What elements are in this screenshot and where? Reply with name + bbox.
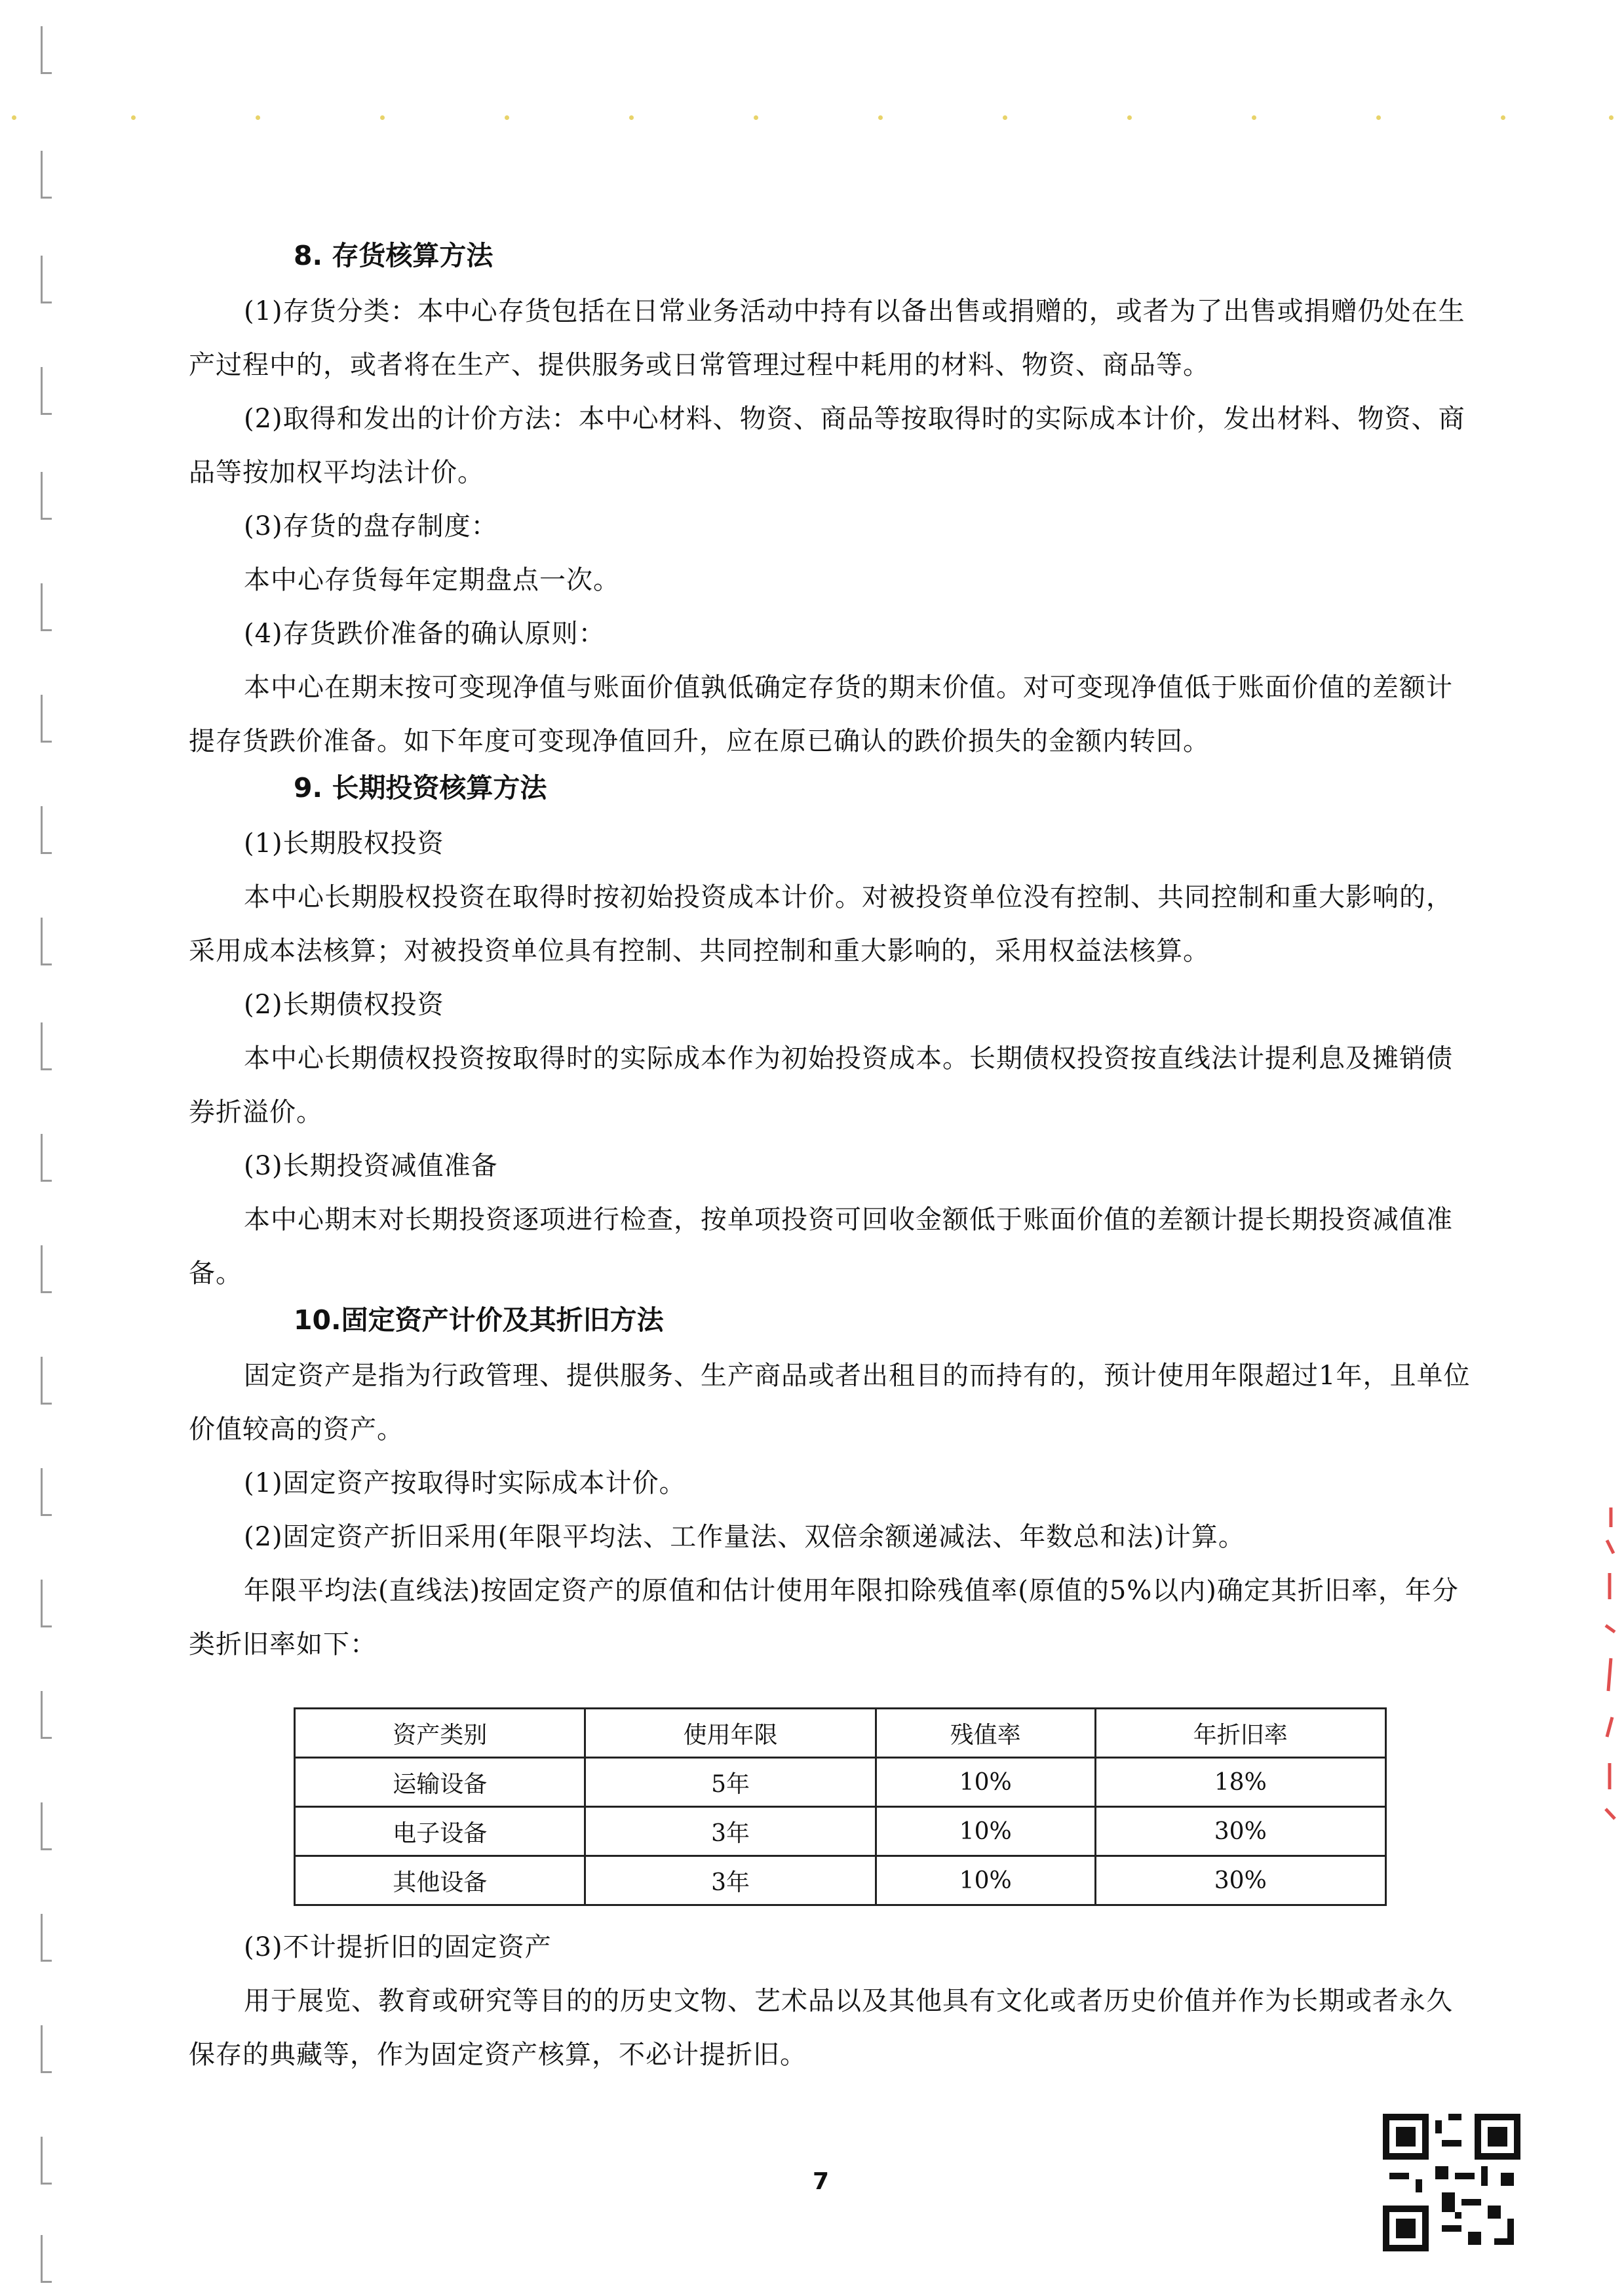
table-header-cell: 使用年限 [585, 1709, 876, 1758]
table-cell: 18% [1095, 1758, 1385, 1807]
paragraph: (1)固定资产按取得时实际成本计价。 [244, 1468, 686, 1498]
paragraph: 年限平均法(直线法)按固定资产的原值和估计使用年限扣除残值率(原值的5%以内)确定其折旧率，年分类折旧率如下： [189, 1576, 1459, 1660]
paragraph: (1)存货分类：本中心存货包括在日常业务活动中持有以备出售或捐赠的，或者为了出售或捐赠仍处在生产过程中的，或者将在生产、提供服务或日常管理过程中耗用的材料、物资、商品等。 [189, 296, 1465, 380]
table-cell: 5年 [585, 1758, 876, 1807]
paragraph: 固定资产是指为行政管理、提供服务、生产商品或者出租目的而持有的，预计使用年限超过1年，且单位价值较高的资产。 [189, 1361, 1471, 1445]
paragraph: (2)长期债权投资 [244, 990, 444, 1020]
paragraph: 本中心长期股权投资在取得时按初始投资成本计价。对被投资单位没有控制、共同控制和重大影响的，采用成本法核算；对被投资单位具有控制、共同控制和重大影响的，采用权益法核算。 [189, 882, 1453, 966]
paragraph: 用于展览、教育或研究等目的的历史文物、艺术品以及其他具有文化或者历史价值并作为长期或者永久保存的典藏等，作为固定资产核算，不必计提折旧。 [189, 1986, 1453, 2070]
table-row [295, 1807, 1386, 1856]
section-heading: 10.固定资产计价及其折旧方法 [294, 1304, 664, 1336]
section-long-term-investment [189, 768, 1473, 1300]
paragraph: (3)长期投资减值准备 [244, 1151, 498, 1181]
table-cell: 10% [876, 1807, 1095, 1856]
table-cell: 3年 [585, 1856, 876, 1905]
depreciation-rate-table [294, 1707, 1387, 1906]
table-header-cell: 资产类别 [295, 1709, 585, 1758]
paragraph: 本中心存货每年定期盘点一次。 [244, 565, 620, 595]
table-cell: 30% [1095, 1856, 1385, 1905]
table-cell: 30% [1095, 1807, 1385, 1856]
binding-margin-marks [41, 0, 60, 2294]
table-cell: 电子设备 [295, 1807, 585, 1856]
table-cell: 10% [876, 1758, 1095, 1807]
after-table-text [189, 1920, 1473, 2082]
document-body [189, 236, 1473, 1671]
table-cell: 3年 [585, 1807, 876, 1856]
paragraph: (1)长期股权投资 [244, 828, 444, 859]
paragraph: 本中心期末对长期投资逐项进行检查，按单项投资可回收金额低于账面价值的差额计提长期投资减值准备。 [189, 1205, 1453, 1289]
table-header-cell: 残值率 [876, 1709, 1095, 1758]
page-number: 7 [813, 2168, 830, 2195]
table-row [295, 1856, 1386, 1905]
paragraph: (3)不计提折旧的固定资产 [244, 1932, 552, 1962]
section-heading: 8. 存货核算方法 [294, 240, 493, 271]
seal-stamp-edge [1598, 1501, 1619, 1822]
table-cell: 10% [876, 1856, 1095, 1905]
table-row [295, 1758, 1386, 1807]
table-header-row [295, 1709, 1386, 1758]
paragraph: 本中心在期末按可变现净值与账面价值孰低确定存货的期末价值。对可变现净值低于账面价值的差额计提存货跌价准备。如下年度可变现净值回升，应在原已确认的跌价损失的金额内转回。 [189, 672, 1453, 756]
paragraph: (4)存货跌价准备的确认原则： [244, 619, 606, 649]
qr-code-icon [1383, 2114, 1520, 2251]
table-cell: 其他设备 [295, 1856, 585, 1905]
table-header-cell: 年折旧率 [1095, 1709, 1385, 1758]
paragraph: (2)固定资产折旧采用(年限平均法、工作量法、双倍余额递减法、年数总和法)计算。 [244, 1522, 1245, 1552]
table-cell: 运输设备 [295, 1758, 585, 1807]
section-inventory [189, 236, 1473, 768]
perforation-dots [0, 115, 1624, 121]
paragraph: (2)取得和发出的计价方法：本中心材料、物资、商品等按取得时的实际成本计价，发出材料、物资、商品等按加权平均法计价。 [189, 404, 1465, 488]
paragraph: (3)存货的盘存制度： [244, 511, 498, 541]
paragraph: 本中心长期债权投资按取得时的实际成本作为初始投资成本。长期债权投资按直线法计提利息及摊销债券折溢价。 [189, 1043, 1453, 1127]
section-heading: 9. 长期投资核算方法 [294, 772, 547, 804]
section-fixed-assets [189, 1300, 1473, 1671]
